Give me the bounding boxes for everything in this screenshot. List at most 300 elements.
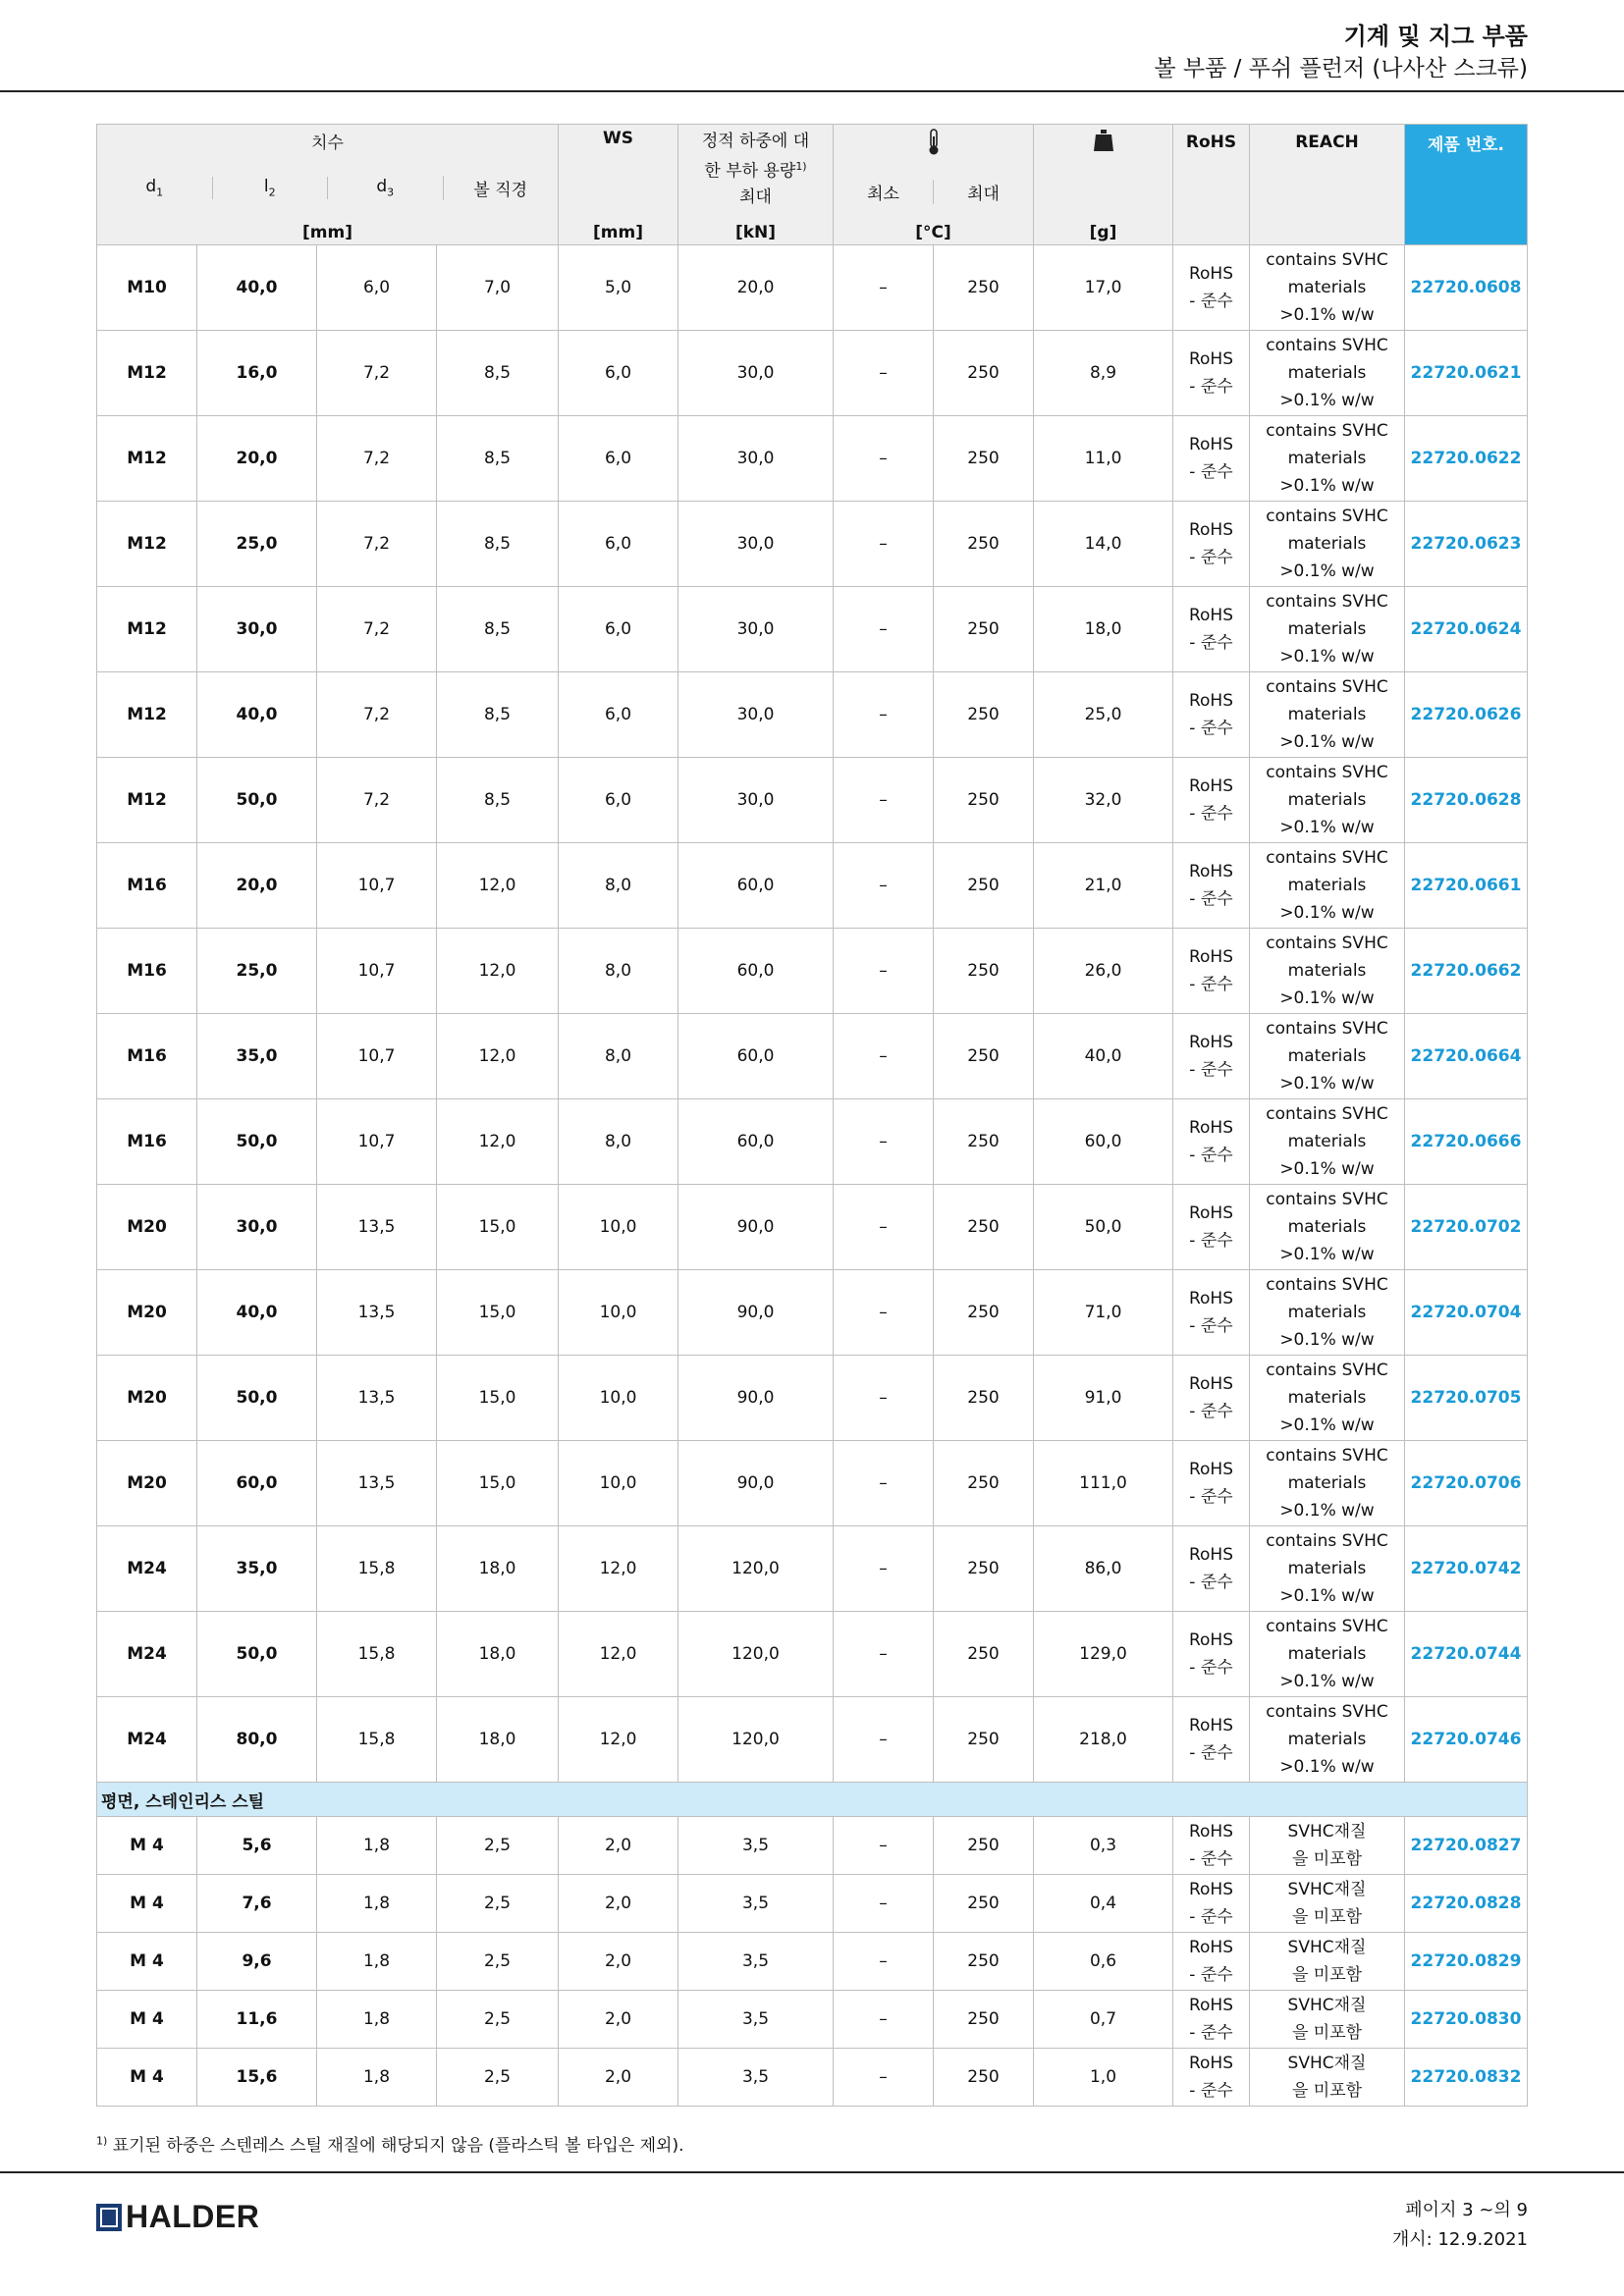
cell-load: 30,0 [678, 502, 834, 587]
cell-weight: 8,9 [1034, 331, 1173, 416]
page-number: 페이지 3 ~의 9 [1405, 2200, 1528, 2220]
cell-tmax: 250 [934, 245, 1034, 331]
cell-weight: 50,0 [1034, 1185, 1173, 1270]
cell-load: 90,0 [678, 1441, 834, 1526]
cell-reach: contains SVHC materials >0.1% w/w [1250, 1441, 1405, 1526]
cell-tmax: 250 [934, 929, 1034, 1014]
cell-load: 30,0 [678, 587, 834, 672]
unit-mm: [mm] [302, 223, 352, 242]
cell-product-number: 22720.0666 [1405, 1099, 1528, 1185]
cell-load: 120,0 [678, 1697, 834, 1783]
cell-d1: M 4 [97, 2049, 197, 2107]
cell-ws: 10,0 [559, 1270, 678, 1356]
table-row [97, 245, 1528, 331]
cell-tmin: – [834, 1526, 934, 1612]
cell-ws: 2,0 [559, 1817, 678, 1875]
section-header [97, 1783, 1528, 1817]
cell-product-number: 22720.0744 [1405, 1612, 1528, 1697]
cell-tmin: – [834, 502, 934, 587]
cell-d1: M 4 [97, 1875, 197, 1933]
cell-rohs: RoHS - 준수 [1173, 843, 1250, 929]
table-row [97, 2049, 1528, 2107]
cell-ws: 12,0 [559, 1526, 678, 1612]
cell-rohs: RoHS - 준수 [1173, 1697, 1250, 1783]
cell-d3: 10,7 [317, 929, 437, 1014]
cell-ball: 8,5 [437, 502, 559, 587]
cell-reach: SVHC재질 을 미포함 [1250, 1933, 1405, 1991]
cell-reach: SVHC재질 을 미포함 [1250, 1991, 1405, 2049]
cell-l2: 40,0 [197, 672, 317, 758]
cell-rohs: RoHS - 준수 [1173, 587, 1250, 672]
col-ball: 볼 직경 [443, 176, 559, 200]
cell-tmin: – [834, 331, 934, 416]
cell-reach: contains SVHC materials >0.1% w/w [1250, 758, 1405, 843]
cell-l2: 11,6 [197, 1991, 317, 2049]
cell-load: 90,0 [678, 1270, 834, 1356]
cell-ball: 18,0 [437, 1612, 559, 1697]
cell-reach: contains SVHC materials >0.1% w/w [1250, 1014, 1405, 1099]
cell-reach: contains SVHC materials >0.1% w/w [1250, 929, 1405, 1014]
cell-d3: 10,7 [317, 1014, 437, 1099]
cell-ws: 2,0 [559, 1875, 678, 1933]
table-row [97, 587, 1528, 672]
cell-l2: 15,6 [197, 2049, 317, 2107]
cell-tmin: – [834, 245, 934, 331]
cell-reach: SVHC재질 을 미포함 [1250, 2049, 1405, 2107]
cell-d3: 1,8 [317, 1875, 437, 1933]
page-header [1154, 20, 1528, 84]
cell-ball: 15,0 [437, 1270, 559, 1356]
cell-rohs: RoHS - 준수 [1173, 1612, 1250, 1697]
cell-rohs: RoHS - 준수 [1173, 502, 1250, 587]
col-d3: $d_3$ [327, 177, 443, 198]
issue-date: 개시: 12.9.2021 [1391, 2229, 1528, 2250]
brand-name: HALDER [126, 2199, 260, 2234]
cell-reach: contains SVHC materials >0.1% w/w [1250, 1612, 1405, 1697]
cell-l2: 40,0 [197, 1270, 317, 1356]
cell-d3: 13,5 [317, 1270, 437, 1356]
weight-icon [1034, 129, 1172, 157]
cell-l2: 30,0 [197, 1185, 317, 1270]
table-row [97, 758, 1528, 843]
cell-ws: 6,0 [559, 416, 678, 502]
cell-weight: 0,6 [1034, 1933, 1173, 1991]
cell-ball: 12,0 [437, 1014, 559, 1099]
cell-ball: 2,5 [437, 1817, 559, 1875]
cell-rohs: RoHS - 준수 [1173, 1356, 1250, 1441]
cell-d3: 10,7 [317, 843, 437, 929]
cell-tmin: – [834, 1697, 934, 1783]
cell-tmax: 250 [934, 1526, 1034, 1612]
cell-d1: M20 [97, 1185, 197, 1270]
cell-reach: contains SVHC materials >0.1% w/w [1250, 1270, 1405, 1356]
cell-reach: contains SVHC materials >0.1% w/w [1250, 1697, 1405, 1783]
cell-product-number: 22720.0628 [1405, 758, 1528, 843]
cell-ball: 2,5 [437, 1991, 559, 2049]
cell-ball: 8,5 [437, 416, 559, 502]
cell-product-number: 22720.0704 [1405, 1270, 1528, 1356]
table-row [97, 1185, 1528, 1270]
cell-d1: M10 [97, 245, 197, 331]
cell-weight: 218,0 [1034, 1697, 1173, 1783]
cell-product-number: 22720.0623 [1405, 502, 1528, 587]
table-row [97, 1612, 1528, 1697]
table-row [97, 1356, 1528, 1441]
cell-load: 3,5 [678, 2049, 834, 2107]
cell-l2: 50,0 [197, 1612, 317, 1697]
cell-tmax: 250 [934, 1933, 1034, 1991]
cell-tmax: 250 [934, 1441, 1034, 1526]
table-row [97, 1817, 1528, 1875]
cell-product-number: 22720.0664 [1405, 1014, 1528, 1099]
cell-ws: 8,0 [559, 843, 678, 929]
cell-l2: 35,0 [197, 1014, 317, 1099]
cell-ball: 8,5 [437, 672, 559, 758]
cell-ws: 8,0 [559, 1099, 678, 1185]
cell-tmin: – [834, 929, 934, 1014]
cell-rohs: RoHS - 준수 [1173, 1817, 1250, 1875]
cell-d1: M 4 [97, 1991, 197, 2049]
cell-reach: contains SVHC materials >0.1% w/w [1250, 843, 1405, 929]
cell-tmax: 250 [934, 1099, 1034, 1185]
col-load: 정적 하중에 대 한 부하 용량$^{1)}$ 최대 [kN] [678, 125, 834, 245]
cell-ws: 10,0 [559, 1441, 678, 1526]
cell-weight: 26,0 [1034, 929, 1173, 1014]
cell-d1: M16 [97, 929, 197, 1014]
cell-tmax: 250 [934, 1697, 1034, 1783]
cell-weight: 60,0 [1034, 1099, 1173, 1185]
cell-product-number: 22720.0746 [1405, 1697, 1528, 1783]
cell-tmin: – [834, 758, 934, 843]
cell-ball: 15,0 [437, 1441, 559, 1526]
cell-l2: 50,0 [197, 1356, 317, 1441]
table-row [97, 1099, 1528, 1185]
cell-d1: M20 [97, 1441, 197, 1526]
cell-l2: 50,0 [197, 758, 317, 843]
cell-tmin: – [834, 587, 934, 672]
cell-reach: contains SVHC materials >0.1% w/w [1250, 672, 1405, 758]
cell-tmax: 250 [934, 1875, 1034, 1933]
cell-load: 30,0 [678, 672, 834, 758]
col-tmin: 최소 [867, 185, 899, 204]
cell-reach: contains SVHC materials >0.1% w/w [1250, 1099, 1405, 1185]
table-row [97, 1697, 1528, 1783]
cell-d1: M24 [97, 1697, 197, 1783]
cell-d1: M20 [97, 1356, 197, 1441]
cell-d1: M20 [97, 1270, 197, 1356]
cell-tmax: 250 [934, 843, 1034, 929]
cell-l2: 80,0 [197, 1697, 317, 1783]
cell-weight: 86,0 [1034, 1526, 1173, 1612]
cell-d1: M24 [97, 1612, 197, 1697]
cell-l2: 50,0 [197, 1099, 317, 1185]
cell-d3: 15,8 [317, 1526, 437, 1612]
cell-d1: M 4 [97, 1933, 197, 1991]
cell-rohs: RoHS - 준수 [1173, 1875, 1250, 1933]
table-row [97, 1875, 1528, 1933]
cell-rohs: RoHS - 준수 [1173, 416, 1250, 502]
table-row [97, 1526, 1528, 1612]
cell-reach: contains SVHC materials >0.1% w/w [1250, 245, 1405, 331]
cell-tmin: – [834, 1441, 934, 1526]
cell-weight: 111,0 [1034, 1441, 1173, 1526]
col-d1: $d_1$ [145, 177, 164, 199]
cell-load: 20,0 [678, 245, 834, 331]
cell-reach: contains SVHC materials >0.1% w/w [1250, 1185, 1405, 1270]
cell-product-number: 22720.0662 [1405, 929, 1528, 1014]
cell-d3: 7,2 [317, 331, 437, 416]
cell-tmax: 250 [934, 1991, 1034, 2049]
cell-load: 60,0 [678, 929, 834, 1014]
cell-product-number: 22720.0706 [1405, 1441, 1528, 1526]
cell-weight: 40,0 [1034, 1014, 1173, 1099]
cell-d1: M24 [97, 1526, 197, 1612]
cell-product-number: 22720.0702 [1405, 1185, 1528, 1270]
cell-l2: 25,0 [197, 929, 317, 1014]
cell-l2: 30,0 [197, 587, 317, 672]
cell-weight: 11,0 [1034, 416, 1173, 502]
header-dimensions [97, 125, 559, 245]
cell-weight: 25,0 [1034, 672, 1173, 758]
cell-rohs: RoHS - 준수 [1173, 1185, 1250, 1270]
cell-ball: 8,5 [437, 758, 559, 843]
table-row [97, 1933, 1528, 1991]
cell-tmin: – [834, 1817, 934, 1875]
cell-l2: 20,0 [197, 416, 317, 502]
cell-weight: 0,7 [1034, 1991, 1173, 2049]
cell-load: 3,5 [678, 1933, 834, 1991]
cell-ball: 18,0 [437, 1697, 559, 1783]
cell-product-number: 22720.0830 [1405, 1991, 1528, 2049]
cell-ball: 18,0 [437, 1526, 559, 1612]
cell-rohs: RoHS - 준수 [1173, 1526, 1250, 1612]
col-ws: WS [mm] [559, 125, 678, 245]
cell-tmax: 250 [934, 587, 1034, 672]
cell-load: 120,0 [678, 1612, 834, 1697]
footer-divider [0, 2171, 1624, 2173]
cell-weight: 71,0 [1034, 1270, 1173, 1356]
cell-ws: 6,0 [559, 502, 678, 587]
cell-load: 60,0 [678, 1099, 834, 1185]
cell-ball: 7,0 [437, 245, 559, 331]
section-title: 평면, 스테인리스 스틸 [97, 1783, 1528, 1817]
table-row [97, 929, 1528, 1014]
cell-ws: 12,0 [559, 1612, 678, 1697]
cell-product-number: 22720.0622 [1405, 416, 1528, 502]
cell-tmax: 250 [934, 2049, 1034, 2107]
cell-load: 3,5 [678, 1875, 834, 1933]
cell-d1: M16 [97, 1099, 197, 1185]
cell-tmax: 250 [934, 1817, 1034, 1875]
cell-ws: 8,0 [559, 1014, 678, 1099]
cell-ball: 2,5 [437, 2049, 559, 2107]
cell-ball: 12,0 [437, 929, 559, 1014]
col-reach: REACH [1250, 125, 1405, 245]
header-title: 기계 및 지그 부품 [1343, 23, 1528, 50]
cell-d3: 10,7 [317, 1099, 437, 1185]
cell-product-number: 22720.0827 [1405, 1817, 1528, 1875]
cell-tmax: 250 [934, 1014, 1034, 1099]
col-rohs: RoHS [1173, 125, 1250, 245]
cell-load: 120,0 [678, 1526, 834, 1612]
cell-rohs: RoHS - 준수 [1173, 245, 1250, 331]
cell-weight: 18,0 [1034, 587, 1173, 672]
col-l2: $l_2$ [212, 177, 328, 198]
cell-reach: contains SVHC materials >0.1% w/w [1250, 1356, 1405, 1441]
cell-rohs: RoHS - 준수 [1173, 1014, 1250, 1099]
cell-load: 3,5 [678, 1991, 834, 2049]
cell-reach: contains SVHC materials >0.1% w/w [1250, 331, 1405, 416]
cell-tmin: – [834, 1099, 934, 1185]
cell-l2: 25,0 [197, 502, 317, 587]
cell-tmin: – [834, 843, 934, 929]
cell-product-number: 22720.0832 [1405, 2049, 1528, 2107]
cell-tmin: – [834, 2049, 934, 2107]
col-tmax: 최대 [933, 180, 1033, 204]
product-table [96, 124, 1528, 2107]
page-info [1392, 2196, 1528, 2255]
dims-label: 치수 [311, 133, 344, 153]
header-subtitle: 볼 부품 / 푸쉬 플런저 (나사산 스크류) [1154, 56, 1528, 81]
cell-product-number: 22720.0608 [1405, 245, 1528, 331]
col-weight: [g] [1034, 125, 1173, 245]
cell-d3: 7,2 [317, 758, 437, 843]
cell-l2: 5,6 [197, 1817, 317, 1875]
table-row [97, 1014, 1528, 1099]
cell-tmax: 250 [934, 331, 1034, 416]
cell-reach: contains SVHC materials >0.1% w/w [1250, 587, 1405, 672]
table-row [97, 502, 1528, 587]
cell-d3: 1,8 [317, 1817, 437, 1875]
cell-weight: 21,0 [1034, 843, 1173, 929]
cell-rohs: RoHS - 준수 [1173, 672, 1250, 758]
table-row [97, 331, 1528, 416]
cell-reach: contains SVHC materials >0.1% w/w [1250, 502, 1405, 587]
cell-ws: 10,0 [559, 1185, 678, 1270]
cell-d1: M12 [97, 672, 197, 758]
cell-product-number: 22720.0829 [1405, 1933, 1528, 1991]
cell-weight: 0,3 [1034, 1817, 1173, 1875]
cell-tmin: – [834, 1875, 934, 1933]
cell-rohs: RoHS - 준수 [1173, 929, 1250, 1014]
cell-d3: 13,5 [317, 1185, 437, 1270]
cell-ws: 12,0 [559, 1697, 678, 1783]
cell-d3: 6,0 [317, 245, 437, 331]
table-row [97, 843, 1528, 929]
cell-d3: 7,2 [317, 672, 437, 758]
cell-l2: 60,0 [197, 1441, 317, 1526]
table-row [97, 672, 1528, 758]
cell-product-number: 22720.0828 [1405, 1875, 1528, 1933]
cell-tmax: 250 [934, 672, 1034, 758]
table-row [97, 1270, 1528, 1356]
cell-l2: 9,6 [197, 1933, 317, 1991]
col-product-number: 제품 번호. [1405, 125, 1528, 245]
cell-load: 30,0 [678, 758, 834, 843]
cell-load: 90,0 [678, 1356, 834, 1441]
cell-load: 60,0 [678, 1014, 834, 1099]
cell-d3: 15,8 [317, 1612, 437, 1697]
cell-tmax: 250 [934, 416, 1034, 502]
cell-tmax: 250 [934, 758, 1034, 843]
cell-d3: 1,8 [317, 1991, 437, 2049]
cell-load: 90,0 [678, 1185, 834, 1270]
cell-rohs: RoHS - 준수 [1173, 1099, 1250, 1185]
cell-tmax: 250 [934, 1270, 1034, 1356]
cell-weight: 91,0 [1034, 1356, 1173, 1441]
cell-d1: M12 [97, 331, 197, 416]
cell-tmax: 250 [934, 1612, 1034, 1697]
cell-tmin: – [834, 1991, 934, 2049]
cell-product-number: 22720.0742 [1405, 1526, 1528, 1612]
cell-rohs: RoHS - 준수 [1173, 1441, 1250, 1526]
cell-weight: 32,0 [1034, 758, 1173, 843]
cell-weight: 17,0 [1034, 245, 1173, 331]
cell-weight: 14,0 [1034, 502, 1173, 587]
cell-tmax: 250 [934, 1356, 1034, 1441]
cell-ws: 2,0 [559, 1991, 678, 2049]
cell-load: 3,5 [678, 1817, 834, 1875]
cell-l2: 20,0 [197, 843, 317, 929]
cell-ball: 2,5 [437, 1933, 559, 1991]
thermometer-icon [834, 129, 1033, 161]
cell-tmax: 250 [934, 1185, 1034, 1270]
cell-ws: 2,0 [559, 1933, 678, 1991]
cell-ball: 12,0 [437, 1099, 559, 1185]
cell-tmin: – [834, 672, 934, 758]
cell-reach: SVHC재질 을 미포함 [1250, 1875, 1405, 1933]
cell-tmin: – [834, 1185, 934, 1270]
cell-product-number: 22720.0661 [1405, 843, 1528, 929]
cell-load: 30,0 [678, 416, 834, 502]
cell-ws: 6,0 [559, 672, 678, 758]
cell-d3: 7,2 [317, 502, 437, 587]
cell-ws: 10,0 [559, 1356, 678, 1441]
cell-product-number: 22720.0626 [1405, 672, 1528, 758]
cell-rohs: RoHS - 준수 [1173, 758, 1250, 843]
cell-ball: 8,5 [437, 331, 559, 416]
cell-d3: 7,2 [317, 587, 437, 672]
cell-ball: 12,0 [437, 843, 559, 929]
cell-rohs: RoHS - 준수 [1173, 2049, 1250, 2107]
cell-weight: 129,0 [1034, 1612, 1173, 1697]
header-divider [0, 90, 1624, 92]
cell-d1: M12 [97, 416, 197, 502]
cell-tmin: – [834, 1270, 934, 1356]
cell-d1: M16 [97, 1014, 197, 1099]
cell-product-number: 22720.0624 [1405, 587, 1528, 672]
cell-weight: 0,4 [1034, 1875, 1173, 1933]
cell-d3: 7,2 [317, 416, 437, 502]
cell-d3: 1,8 [317, 1933, 437, 1991]
cell-rohs: RoHS - 준수 [1173, 1991, 1250, 2049]
table-row [97, 1441, 1528, 1526]
cell-tmin: – [834, 416, 934, 502]
cell-ws: 6,0 [559, 758, 678, 843]
cell-ws: 2,0 [559, 2049, 678, 2107]
cell-l2: 7,6 [197, 1875, 317, 1933]
cell-d3: 1,8 [317, 2049, 437, 2107]
cell-product-number: 22720.0621 [1405, 331, 1528, 416]
table-row [97, 416, 1528, 502]
cell-weight: 1,0 [1034, 2049, 1173, 2107]
cell-reach: contains SVHC materials >0.1% w/w [1250, 1526, 1405, 1612]
cell-d3: 13,5 [317, 1356, 437, 1441]
cell-ball: 8,5 [437, 587, 559, 672]
cell-l2: 16,0 [197, 331, 317, 416]
cell-d3: 15,8 [317, 1697, 437, 1783]
cell-rohs: RoHS - 준수 [1173, 1933, 1250, 1991]
